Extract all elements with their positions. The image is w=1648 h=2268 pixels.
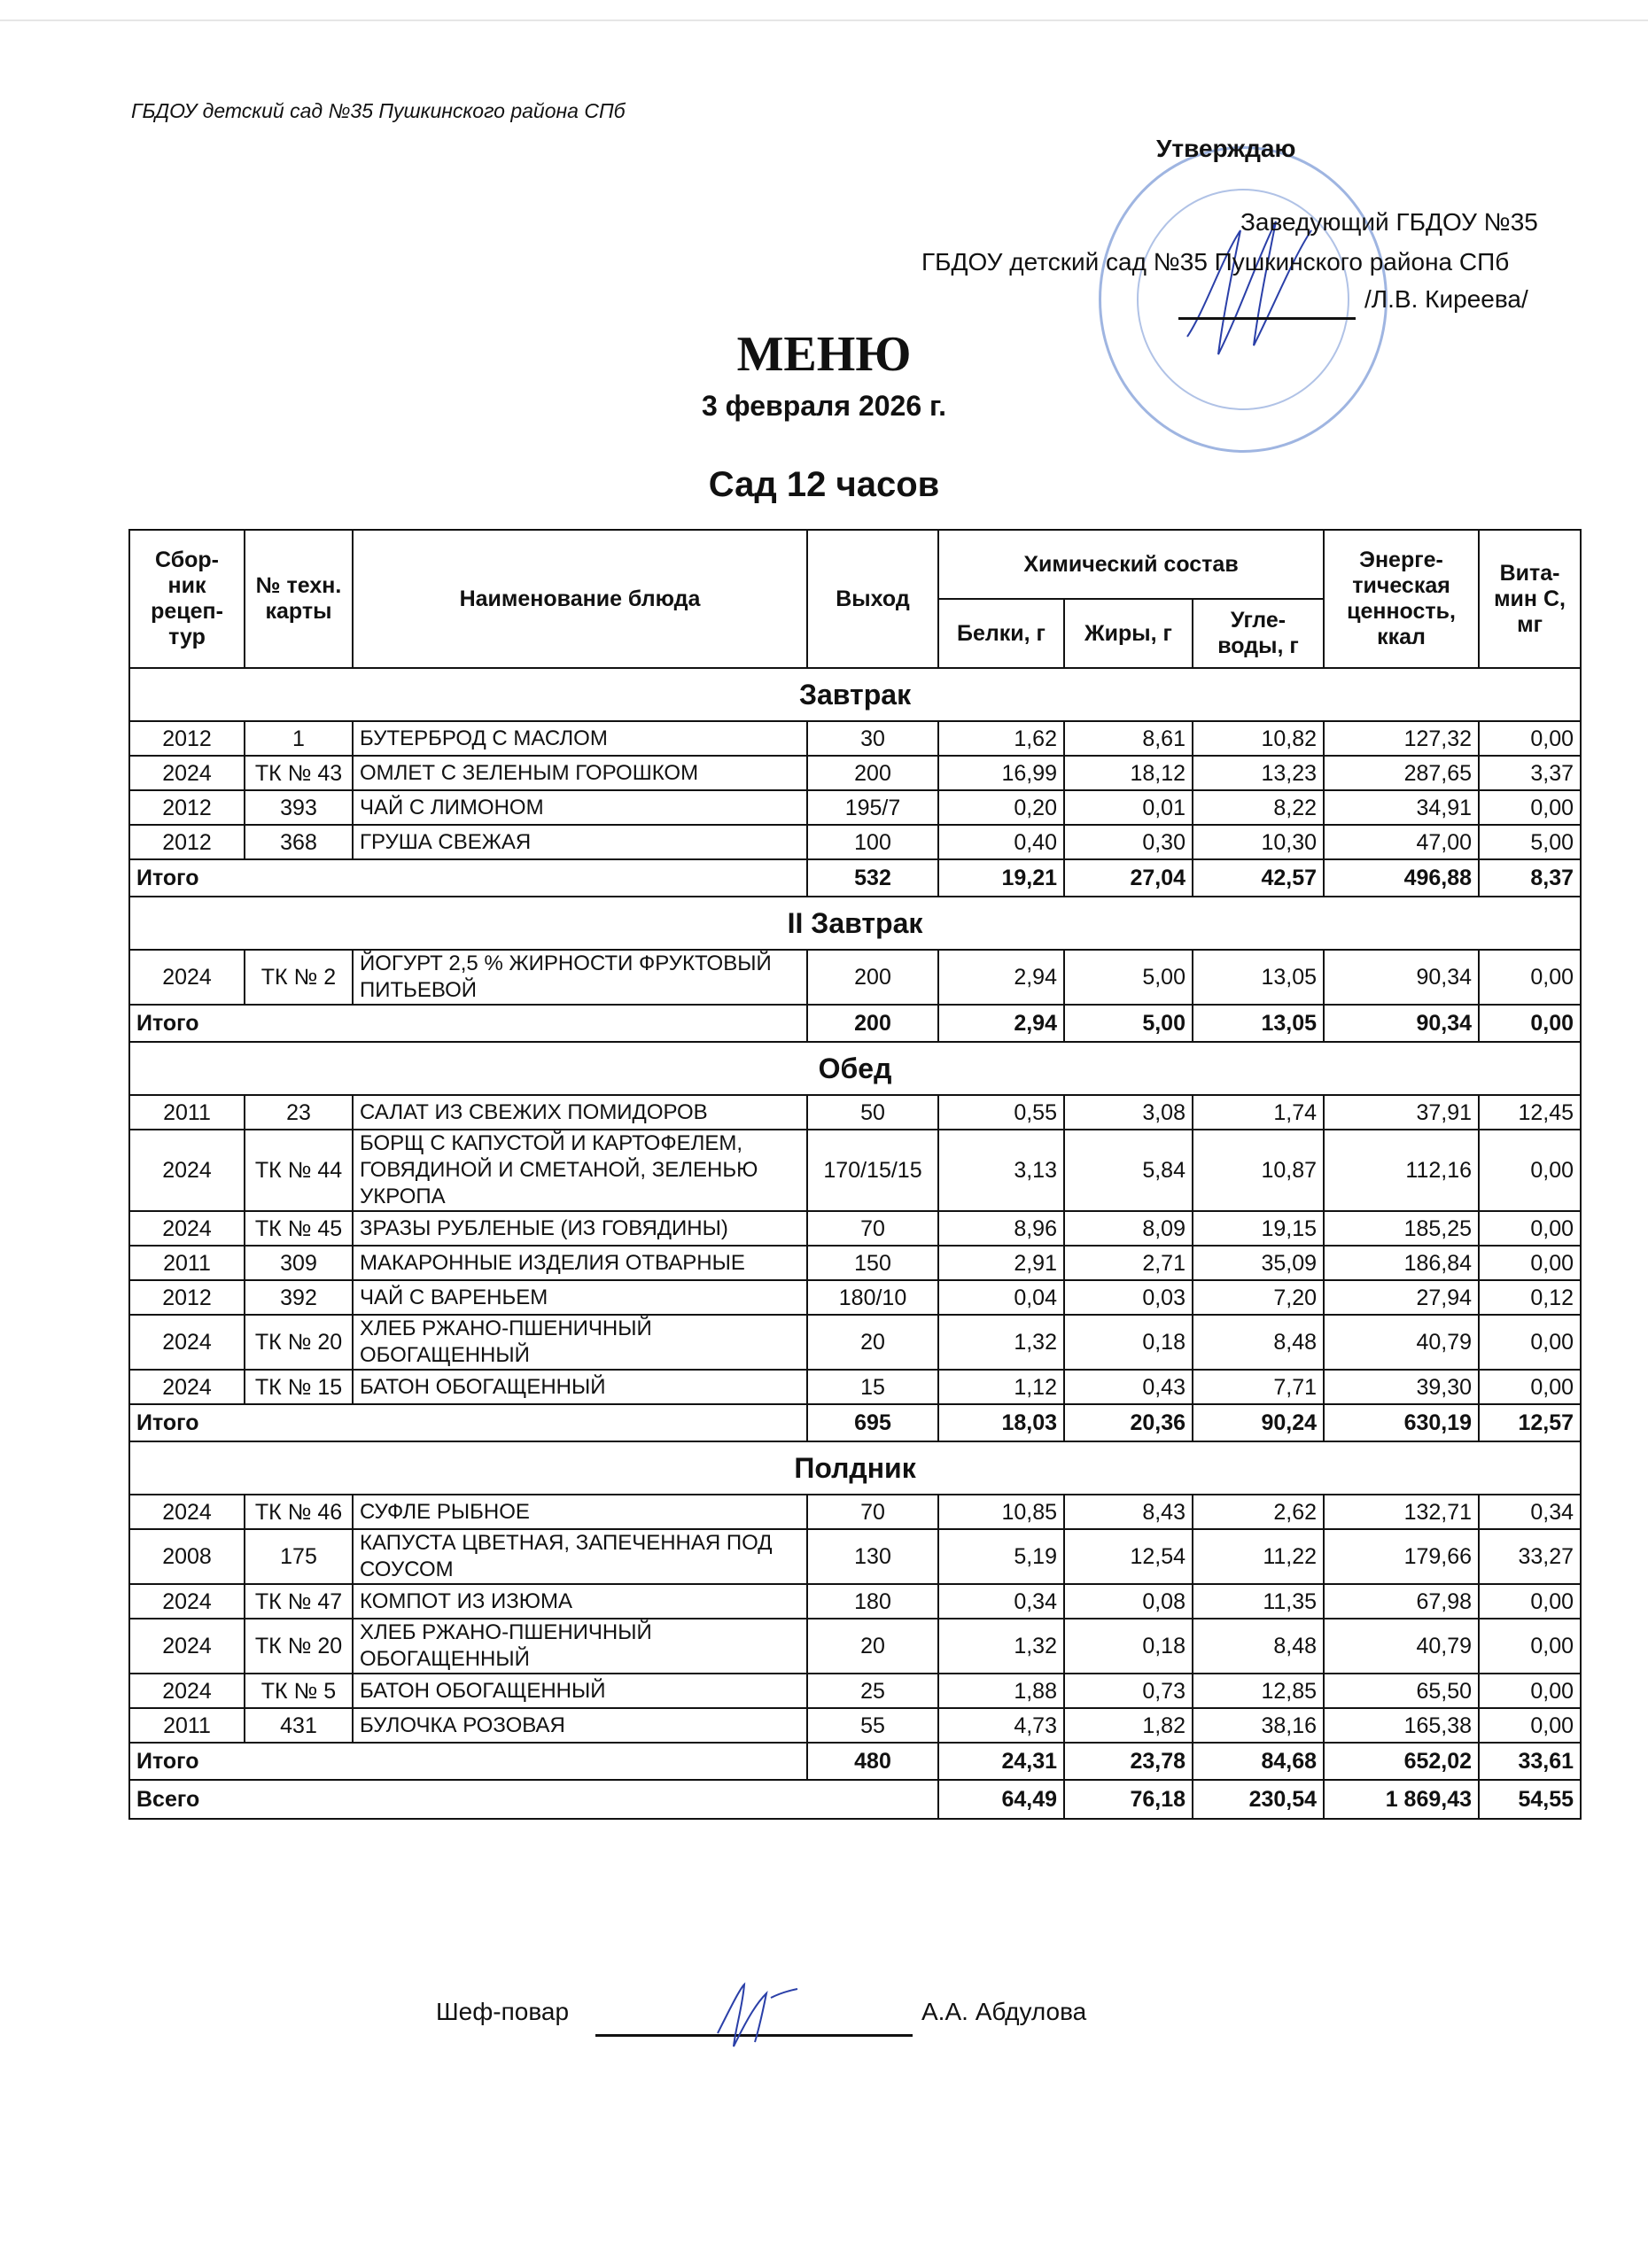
cell-dish-name: БАТОН ОБОГАЩЕННЫЙ [353, 1674, 807, 1708]
total-proteins: 18,03 [938, 1404, 1064, 1441]
cell-proteins: 2,91 [938, 1246, 1064, 1280]
cell-dish-name: ХЛЕБ РЖАНО-ПШЕНИЧНЫЙ ОБОГАЩЕННЫЙ [353, 1619, 807, 1674]
cell-vitamin-c: 0,00 [1479, 1211, 1581, 1246]
cell-output: 150 [807, 1246, 938, 1280]
cell-vitamin-c: 0,00 [1479, 1584, 1581, 1619]
total-label: Итого [129, 1005, 807, 1042]
cell-output: 20 [807, 1619, 938, 1674]
scan-top-edge [0, 19, 1648, 21]
table-row [129, 1708, 1581, 1743]
table-row [129, 1246, 1581, 1280]
header-vitamin-c: Вита-мин С, мг [1479, 530, 1581, 668]
total-energy: 496,88 [1324, 859, 1479, 897]
cell-output: 20 [807, 1315, 938, 1370]
cell-fats: 0,73 [1064, 1674, 1193, 1708]
cell-fats: 0,18 [1064, 1619, 1193, 1674]
cell-carbs: 10,82 [1193, 721, 1324, 756]
approval-organization: ГБДОУ детский сад №35 Пушкинского района СПб [921, 248, 1510, 276]
cell-proteins: 16,99 [938, 756, 1064, 790]
cell-proteins: 1,12 [938, 1370, 1064, 1404]
header-carbs: Угле-воды, г [1193, 599, 1324, 668]
table-row [129, 756, 1581, 790]
cell-fats: 3,08 [1064, 1095, 1193, 1130]
header-card-no: № техн. карты [245, 530, 353, 668]
cell-output: 130 [807, 1529, 938, 1584]
section-header-row [129, 897, 1581, 950]
document-date: 3 февраля 2026 г. [701, 390, 947, 422]
cell-energy: 112,16 [1324, 1130, 1479, 1211]
cell-energy: 90,34 [1324, 950, 1479, 1005]
cell-collection: 2024 [129, 1584, 245, 1619]
cell-fats: 8,43 [1064, 1495, 1193, 1529]
cell-card-no: ТК № 20 [245, 1315, 353, 1370]
section-total-row [129, 859, 1581, 897]
total-carbs: 42,57 [1193, 859, 1324, 897]
cell-energy: 127,32 [1324, 721, 1479, 756]
grand-total-energy: 1 869,43 [1324, 1780, 1479, 1819]
cell-card-no: ТК № 15 [245, 1370, 353, 1404]
grand-total-vitamin-c: 54,55 [1479, 1780, 1581, 1819]
total-output: 200 [807, 1005, 938, 1042]
cell-card-no: ТК № 46 [245, 1495, 353, 1529]
cell-collection: 2012 [129, 721, 245, 756]
cell-carbs: 12,85 [1193, 1674, 1324, 1708]
total-energy: 652,02 [1324, 1743, 1479, 1780]
document-title: МЕНЮ [736, 327, 912, 382]
cell-vitamin-c: 0,00 [1479, 1619, 1581, 1674]
cell-card-no: 392 [245, 1280, 353, 1315]
total-output: 532 [807, 859, 938, 897]
cell-vitamin-c: 0,12 [1479, 1280, 1581, 1315]
cell-fats: 8,61 [1064, 721, 1193, 756]
cell-card-no: 23 [245, 1095, 353, 1130]
total-proteins: 24,31 [938, 1743, 1064, 1780]
cell-card-no: ТК № 47 [245, 1584, 353, 1619]
cell-vitamin-c: 0,00 [1479, 950, 1581, 1005]
cell-fats: 0,43 [1064, 1370, 1193, 1404]
table-row [129, 721, 1581, 756]
cell-dish-name: ГРУША СВЕЖАЯ [353, 825, 807, 859]
total-fats: 5,00 [1064, 1005, 1193, 1042]
cell-carbs: 13,05 [1193, 950, 1324, 1005]
cell-energy: 39,30 [1324, 1370, 1479, 1404]
total-label: Итого [129, 1404, 807, 1441]
total-energy: 90,34 [1324, 1005, 1479, 1042]
cell-dish-name: БУЛОЧКА РОЗОВАЯ [353, 1708, 807, 1743]
cell-vitamin-c: 0,00 [1479, 1708, 1581, 1743]
cell-collection: 2011 [129, 1246, 245, 1280]
cell-vitamin-c: 0,00 [1479, 1130, 1581, 1211]
cell-proteins: 0,04 [938, 1280, 1064, 1315]
cell-card-no: 368 [245, 825, 353, 859]
cell-proteins: 0,34 [938, 1584, 1064, 1619]
section-title: Завтрак [129, 668, 1581, 721]
total-vitamin-c: 0,00 [1479, 1005, 1581, 1042]
table-row [129, 1674, 1581, 1708]
cell-vitamin-c: 33,27 [1479, 1529, 1581, 1584]
cell-output: 25 [807, 1674, 938, 1708]
cell-dish-name: ЙОГУРТ 2,5 % ЖИРНОСТИ ФРУКТОВЫЙ ПИТЬЕВОЙ [353, 950, 807, 1005]
chef-label: Шеф-повар [436, 1998, 570, 2025]
table-row [129, 1211, 1581, 1246]
cell-dish-name: СУФЛЕ РЫБНОЕ [353, 1495, 807, 1529]
cell-vitamin-c: 0,00 [1479, 1315, 1581, 1370]
cell-fats: 0,01 [1064, 790, 1193, 825]
cell-carbs: 38,16 [1193, 1708, 1324, 1743]
cell-collection: 2024 [129, 1315, 245, 1370]
cell-card-no: 309 [245, 1246, 353, 1280]
table-row [129, 1130, 1581, 1211]
cell-proteins: 2,94 [938, 950, 1064, 1005]
approval-signature-line [1178, 317, 1356, 320]
cell-card-no: 175 [245, 1529, 353, 1584]
table-row [129, 1315, 1581, 1370]
cell-carbs: 35,09 [1193, 1246, 1324, 1280]
cell-fats: 2,71 [1064, 1246, 1193, 1280]
cell-dish-name: БОРЩ С КАПУСТОЙ И КАРТОФЕЛЕМ, ГОВЯДИНОЙ И СМЕТАНОЙ, ЗЕЛЕНЬЮ УКРОПА [353, 1130, 807, 1211]
cell-output: 70 [807, 1211, 938, 1246]
table-row [129, 1495, 1581, 1529]
section-total-row [129, 1743, 1581, 1780]
total-energy: 630,19 [1324, 1404, 1479, 1441]
table-row [129, 1370, 1581, 1404]
total-vitamin-c: 33,61 [1479, 1743, 1581, 1780]
total-fats: 23,78 [1064, 1743, 1193, 1780]
header-proteins: Белки, г [938, 599, 1064, 668]
cell-dish-name: ЧАЙ С ЛИМОНОМ [353, 790, 807, 825]
cell-output: 15 [807, 1370, 938, 1404]
cell-dish-name: САЛАТ ИЗ СВЕЖИХ ПОМИДОРОВ [353, 1095, 807, 1130]
document-group: Сад 12 часов [708, 465, 940, 504]
total-vitamin-c: 8,37 [1479, 859, 1581, 897]
cell-carbs: 10,30 [1193, 825, 1324, 859]
section-header-row [129, 668, 1581, 721]
cell-energy: 185,25 [1324, 1211, 1479, 1246]
total-proteins: 19,21 [938, 859, 1064, 897]
cell-proteins: 1,88 [938, 1674, 1064, 1708]
header-collection: Сбор-ник рецеп-тур [129, 530, 245, 668]
cell-card-no: 1 [245, 721, 353, 756]
section-title: Обед [129, 1042, 1581, 1095]
cell-output: 180/10 [807, 1280, 938, 1315]
cell-carbs: 19,15 [1193, 1211, 1324, 1246]
cell-carbs: 11,22 [1193, 1529, 1324, 1584]
cell-energy: 40,79 [1324, 1315, 1479, 1370]
table-row [129, 1529, 1581, 1584]
cell-carbs: 13,23 [1193, 756, 1324, 790]
cell-energy: 27,94 [1324, 1280, 1479, 1315]
section-title: Полдник [129, 1441, 1581, 1495]
cell-carbs: 8,22 [1193, 790, 1324, 825]
cell-dish-name: МАКАРОННЫЕ ИЗДЕЛИЯ ОТВАРНЫЕ [353, 1246, 807, 1280]
cell-collection: 2024 [129, 1211, 245, 1246]
cell-energy: 287,65 [1324, 756, 1479, 790]
cell-proteins: 1,32 [938, 1315, 1064, 1370]
chef-signature-icon [709, 1980, 815, 2051]
cell-output: 170/15/15 [807, 1130, 938, 1211]
cell-collection: 2012 [129, 1280, 245, 1315]
table-row [129, 950, 1581, 1005]
cell-energy: 65,50 [1324, 1674, 1479, 1708]
cell-collection: 2024 [129, 756, 245, 790]
approval-name: /Л.В. Киреева/ [1364, 285, 1528, 313]
total-proteins: 2,94 [938, 1005, 1064, 1042]
cell-energy: 34,91 [1324, 790, 1479, 825]
cell-fats: 0,03 [1064, 1280, 1193, 1315]
table-row [129, 1095, 1581, 1130]
cell-proteins: 0,20 [938, 790, 1064, 825]
cell-output: 70 [807, 1495, 938, 1529]
cell-carbs: 2,62 [1193, 1495, 1324, 1529]
cell-vitamin-c: 3,37 [1479, 756, 1581, 790]
cell-vitamin-c: 5,00 [1479, 825, 1581, 859]
table-row [129, 1619, 1581, 1674]
section-total-row [129, 1005, 1581, 1042]
organization-header: ГБДОУ детский сад №35 Пушкинского района СПб [131, 99, 626, 122]
section-header-row [129, 1042, 1581, 1095]
cell-collection: 2012 [129, 790, 245, 825]
cell-collection: 2011 [129, 1095, 245, 1130]
cell-proteins: 8,96 [938, 1211, 1064, 1246]
cell-card-no: ТК № 5 [245, 1674, 353, 1708]
header-chemical: Химический состав [938, 530, 1324, 599]
cell-dish-name: КОМПОТ ИЗ ИЗЮМА [353, 1584, 807, 1619]
total-output: 480 [807, 1743, 938, 1780]
cell-dish-name: КАПУСТА ЦВЕТНАЯ, ЗАПЕЧЕННАЯ ПОД СОУСОМ [353, 1529, 807, 1584]
cell-collection: 2024 [129, 1370, 245, 1404]
cell-carbs: 1,74 [1193, 1095, 1324, 1130]
cell-fats: 18,12 [1064, 756, 1193, 790]
table-row [129, 825, 1581, 859]
total-label: Итого [129, 859, 807, 897]
cell-card-no: ТК № 20 [245, 1619, 353, 1674]
cell-carbs: 10,87 [1193, 1130, 1324, 1211]
cell-fats: 1,82 [1064, 1708, 1193, 1743]
cell-collection: 2024 [129, 1130, 245, 1211]
cell-vitamin-c: 0,00 [1479, 1246, 1581, 1280]
table-row [129, 1584, 1581, 1619]
grand-total-row [129, 1780, 1581, 1819]
cell-proteins: 0,40 [938, 825, 1064, 859]
total-vitamin-c: 12,57 [1479, 1404, 1581, 1441]
cell-vitamin-c: 0,00 [1479, 790, 1581, 825]
cell-proteins: 1,62 [938, 721, 1064, 756]
cell-energy: 47,00 [1324, 825, 1479, 859]
cell-card-no: 393 [245, 790, 353, 825]
cell-collection: 2024 [129, 1619, 245, 1674]
cell-fats: 5,00 [1064, 950, 1193, 1005]
cell-proteins: 4,73 [938, 1708, 1064, 1743]
cell-vitamin-c: 0,00 [1479, 1370, 1581, 1404]
cell-dish-name: БУТЕРБРОД С МАСЛОМ [353, 721, 807, 756]
cell-output: 195/7 [807, 790, 938, 825]
cell-proteins: 0,55 [938, 1095, 1064, 1130]
cell-energy: 179,66 [1324, 1529, 1479, 1584]
cell-energy: 132,71 [1324, 1495, 1479, 1529]
table-row [129, 790, 1581, 825]
header-energy: Энерге-тическая ценность, ккал [1324, 530, 1479, 668]
cell-fats: 0,18 [1064, 1315, 1193, 1370]
menu-table [128, 529, 1582, 1820]
cell-carbs: 8,48 [1193, 1619, 1324, 1674]
grand-total-proteins: 64,49 [938, 1780, 1064, 1819]
total-label: Итого [129, 1743, 807, 1780]
cell-energy: 186,84 [1324, 1246, 1479, 1280]
cell-vitamin-c: 0,00 [1479, 1674, 1581, 1708]
cell-carbs: 7,71 [1193, 1370, 1324, 1404]
cell-card-no: ТК № 44 [245, 1130, 353, 1211]
cell-fats: 0,08 [1064, 1584, 1193, 1619]
header-fats: Жиры, г [1064, 599, 1193, 668]
cell-carbs: 7,20 [1193, 1280, 1324, 1315]
approval-position: Заведующий ГБДОУ №35 [1240, 208, 1538, 236]
cell-vitamin-c: 0,00 [1479, 721, 1581, 756]
menu-table-body [129, 668, 1581, 1819]
cell-proteins: 10,85 [938, 1495, 1064, 1529]
cell-collection: 2012 [129, 825, 245, 859]
header-dish-name: Наименование блюда [353, 530, 807, 668]
table-row [129, 1280, 1581, 1315]
cell-energy: 40,79 [1324, 1619, 1479, 1674]
total-output: 695 [807, 1404, 938, 1441]
cell-dish-name: БАТОН ОБОГАЩЕННЫЙ [353, 1370, 807, 1404]
cell-collection: 2024 [129, 950, 245, 1005]
cell-fats: 12,54 [1064, 1529, 1193, 1584]
cell-collection: 2024 [129, 1674, 245, 1708]
section-header-row [129, 1441, 1581, 1495]
cell-dish-name: ХЛЕБ РЖАНО-ПШЕНИЧНЫЙ ОБОГАЩЕННЫЙ [353, 1315, 807, 1370]
cell-vitamin-c: 12,45 [1479, 1095, 1581, 1130]
section-title: II Завтрак [129, 897, 1581, 950]
cell-card-no: 431 [245, 1708, 353, 1743]
cell-proteins: 1,32 [938, 1619, 1064, 1674]
section-total-row [129, 1404, 1581, 1441]
cell-vitamin-c: 0,34 [1479, 1495, 1581, 1529]
cell-card-no: ТК № 43 [245, 756, 353, 790]
cell-output: 180 [807, 1584, 938, 1619]
cell-fats: 5,84 [1064, 1130, 1193, 1211]
cell-output: 50 [807, 1095, 938, 1130]
cell-dish-name: ЧАЙ С ВАРЕНЬЕМ [353, 1280, 807, 1315]
cell-output: 55 [807, 1708, 938, 1743]
chef-name: А.А. Абдулова [921, 1998, 1087, 2025]
cell-carbs: 11,35 [1193, 1584, 1324, 1619]
cell-output: 100 [807, 825, 938, 859]
total-carbs: 13,05 [1193, 1005, 1324, 1042]
cell-carbs: 8,48 [1193, 1315, 1324, 1370]
cell-output: 200 [807, 756, 938, 790]
cell-fats: 0,30 [1064, 825, 1193, 859]
cell-card-no: ТК № 45 [245, 1211, 353, 1246]
total-carbs: 84,68 [1193, 1743, 1324, 1780]
cell-collection: 2008 [129, 1529, 245, 1584]
cell-output: 200 [807, 950, 938, 1005]
cell-card-no: ТК № 2 [245, 950, 353, 1005]
cell-proteins: 5,19 [938, 1529, 1064, 1584]
cell-collection: 2011 [129, 1708, 245, 1743]
cell-energy: 67,98 [1324, 1584, 1479, 1619]
header-output: Выход [807, 530, 938, 668]
grand-total-carbs: 230,54 [1193, 1780, 1324, 1819]
cell-proteins: 3,13 [938, 1130, 1064, 1211]
cell-collection: 2024 [129, 1495, 245, 1529]
approval-title: Утверждаю [1156, 135, 1296, 162]
cell-dish-name: ЗРАЗЫ РУБЛЕНЫЕ (ИЗ ГОВЯДИНЫ) [353, 1211, 807, 1246]
total-carbs: 90,24 [1193, 1404, 1324, 1441]
grand-total-fats: 76,18 [1064, 1780, 1193, 1819]
cell-fats: 8,09 [1064, 1211, 1193, 1246]
total-fats: 20,36 [1064, 1404, 1193, 1441]
cell-output: 30 [807, 721, 938, 756]
grand-total-label: Всего [129, 1780, 938, 1819]
total-fats: 27,04 [1064, 859, 1193, 897]
cell-energy: 165,38 [1324, 1708, 1479, 1743]
cell-energy: 37,91 [1324, 1095, 1479, 1130]
cell-dish-name: ОМЛЕТ С ЗЕЛЕНЫМ ГОРОШКОМ [353, 756, 807, 790]
